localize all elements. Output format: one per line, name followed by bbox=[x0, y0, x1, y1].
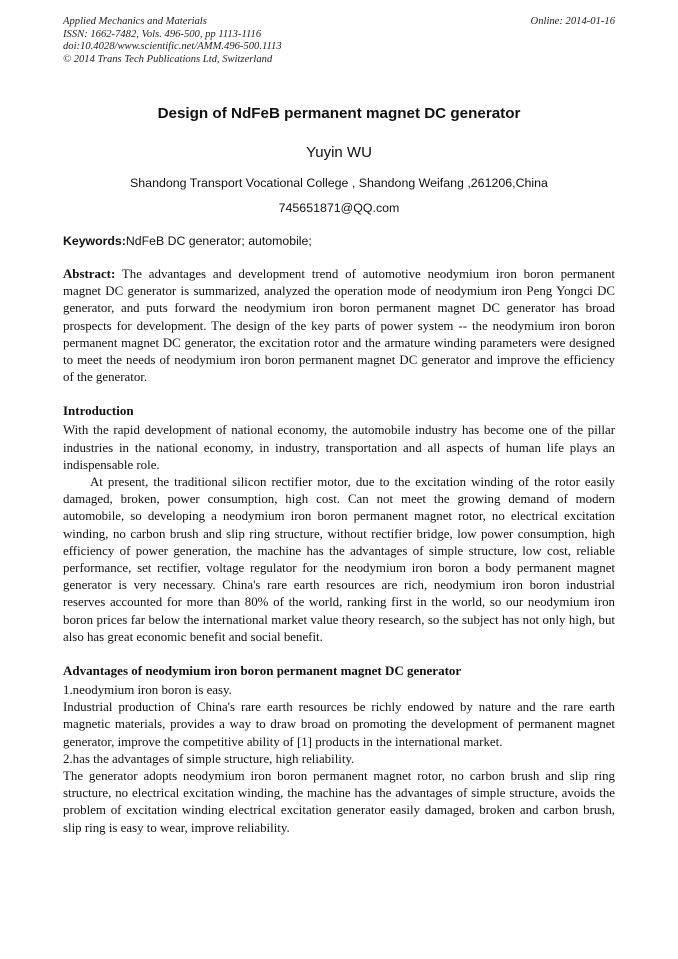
advantage-item-1: 1.neodymium iron boron is easy. bbox=[63, 683, 232, 698]
issn-line: ISSN: 1662-7482, Vols. 496-500, pp 1113-1116 bbox=[63, 28, 262, 40]
journal-header bbox=[63, 16, 615, 66]
journal-info bbox=[63, 16, 483, 66]
abstract-text: The advantages and development trend of automotive neodymium iron boron permanent magnet DC generator is summarized, analyzed the operation mode of neodymium iron Peng Yongci DC generator, and puts forward the neodymium iron boron permanent magnet DC generator has broad prospects for development. The design of the key parts of power system -- the neodymium iron boron permanent magnet DC generator, the excitation rotor and the armature winding parameters were designed to meet the needs of neodymium iron boron permanent magnet DC generator and improve the efficiency of the generator. bbox=[63, 267, 615, 385]
copyright-line: © 2014 Trans Tech Publications Ltd, Switzerland bbox=[63, 53, 273, 65]
paper-title: Design of NdFeB permanent magnet DC generator bbox=[157, 105, 521, 122]
paper-page bbox=[63, 16, 615, 837]
keywords bbox=[63, 234, 615, 249]
section-heading-introduction: Introduction bbox=[63, 403, 134, 419]
keywords-text: NdFeB DC generator; automobile; bbox=[125, 234, 312, 248]
advantage-item-2: 2.has the advantages of simple structure, high reliability. bbox=[63, 751, 355, 766]
abstract bbox=[63, 266, 615, 386]
author-email: 745651871@QQ.com bbox=[278, 201, 400, 215]
online-date: Online: 2014-01-16 bbox=[530, 16, 615, 27]
advantage-paragraph-2: The generator adopts neodymium iron boron permanent magnet rotor, no carbon brush and slip ring structure, no electrical excitation winding, the machine has the advantages of simple structure, avoids the problem of excitation winding electrical excitation generator easily damaged, broken and carbon brush, slip ring is easy to wear, improve reliability. bbox=[63, 769, 615, 835]
doi-line: doi:10.4028/www.scientific.net/AMM.496-500.1113 bbox=[63, 41, 282, 52]
journal-name: Applied Mechanics and Materials bbox=[63, 16, 207, 27]
keywords-label: Keywords: bbox=[63, 234, 126, 248]
abstract-label: Abstract: bbox=[63, 267, 116, 281]
author-affiliation: Shandong Transport Vocational College , Shandong Weifang ,261206,China bbox=[130, 176, 548, 190]
intro-paragraph-1: With the rapid development of national economy, the automobile industry has become one of the pillar industries in the national economy, in industry, transportation and all aspects of human life plays an indispensable role. bbox=[63, 423, 615, 472]
section-heading-advantages: Advantages of neodymium iron boron permanent magnet DC generator bbox=[63, 663, 462, 679]
author-name: Yuyin WU bbox=[306, 144, 372, 161]
intro-paragraph-2: At present, the traditional silicon rectifier motor, due to the excitation winding of the rotor easily damaged, broken, power consumption, high cost. Can not meet the growing demand of modern automobile, so developing a neodymium iron boron permanent magnet rotor, no electrical excitation winding, no carbon brush and slip ring structure, without rectifier bridge, low power consumption, high efficiency of power generation, the machine has the advantages of simple structure, low cost, reliable performance, set rectifier, voltage regulator for the neodymium iron boron a body permanent magnet generator is very necessary. China's rare earth resources are rich, neodymium iron boron industrial reserves accounted for more than 80% of the world, ranking first in the world, so our neodymium iron boron prices far below the international market value theory research, so the subject has not only high, but also has great economic benefit and social benefit. bbox=[63, 475, 615, 644]
advantage-paragraph-1: Industrial production of China's rare earth resources be richly endowed by nature and the rare earth magnetic materials, provides a way to draw broad on promoting the development of permanent magnet generator, improve the competitive ability of [1] products in the international market. bbox=[63, 700, 615, 749]
